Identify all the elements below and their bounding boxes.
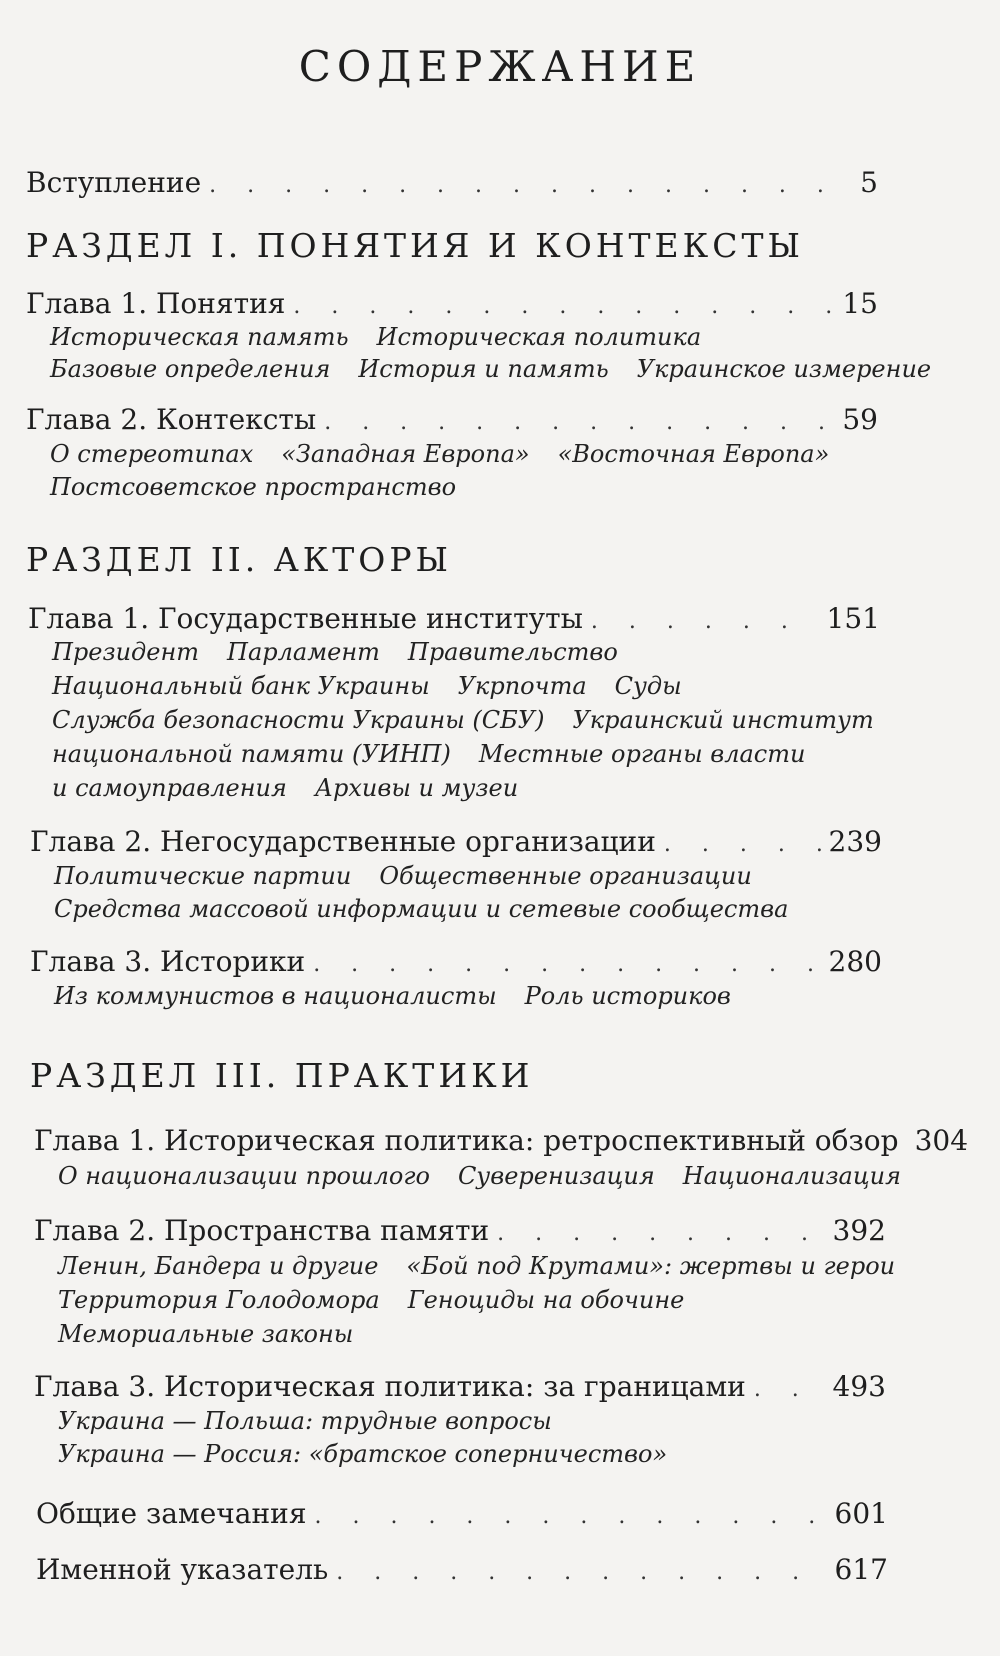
subtopic: Национализация [682,1162,901,1190]
subtopic: Средства массовой информации и сетевые сообщества [54,895,789,923]
section-heading: РАЗДЕЛ III. ПРАКТИКИ [30,1056,534,1095]
subtopics-line [58,1162,929,1190]
leader-dots [209,173,852,198]
subtopics-line [58,1407,580,1435]
entry-label: Именной указатель [36,1553,329,1586]
page-number: 5 [860,166,878,199]
subtopic: национальной памяти (УИНП) [52,740,451,768]
subtopics-line [52,672,710,700]
toc-entry[interactable] [26,287,878,320]
subtopic: Парламент [227,638,380,666]
section-heading: РАЗДЕЛ II. АКТОРЫ [26,540,453,579]
subtopics-line [52,774,546,802]
subtopic: Из коммунистов в националисты [54,982,497,1010]
toc-entry[interactable] [28,602,880,635]
subtopic: О национализации прошлого [58,1162,430,1190]
subtopics-line [54,862,780,890]
subtopic: Национальный банк Украины [52,672,430,700]
toc-entry[interactable] [36,1497,888,1530]
subtopic: Общественные организации [379,862,752,890]
subtopics-line [52,638,646,666]
entry-label: Общие замечания [36,1497,307,1530]
subtopics-line [50,440,857,468]
subtopic: Служба безопасности Украины (СБУ) [52,706,545,734]
subtopic: Укрпочта [457,672,587,700]
page-title: СОДЕРЖАНИЕ [298,42,702,91]
toc-entry[interactable] [34,1124,969,1157]
subtopic: Архивы и музеи [314,774,519,802]
subtopic: Суды [614,672,682,700]
subtopic: Суверенизация [457,1162,655,1190]
subtopic: Украина — Россия: «братское соперничество» [58,1440,668,1468]
subtopic: Историческая память [50,323,349,351]
entry-label: Глава 1. Историческая политика: ретроспективный обзор [34,1124,899,1157]
subtopic: «Бой под Крутами»: жертвы и герои [406,1252,896,1280]
entry-label: Глава 2. Пространства памяти [34,1214,490,1247]
section-heading: РАЗДЕЛ I. ПОНЯТИЯ И КОНТЕКСТЫ [26,226,804,265]
entry-label: Глава 1. Государственные институты [28,602,583,635]
leader-dots [313,952,820,977]
subtopic: Ленин, Бандера и другие [58,1252,379,1280]
leader-dots [324,410,834,435]
subtopics-line [50,473,484,501]
subtopic: Постсоветское пространство [50,473,457,501]
subtopic: Местные органы власти [478,740,806,768]
entry-label: Глава 3. Историки [30,945,306,978]
page-number: 601 [834,1497,888,1530]
entry-label: Глава 2. Негосударственные организации [30,825,656,858]
subtopics-line [50,323,729,351]
entry-label: Вступление [26,166,202,199]
leader-dots [664,832,821,857]
page-number: 151 [826,602,880,635]
leader-dots [591,609,819,634]
leader-dots [293,294,834,319]
subtopic: «Западная Европа» [281,440,530,468]
entry-label: Глава 1. Понятия [26,287,286,320]
entry-label: Глава 2. Контексты [26,403,317,436]
subtopics-line [54,982,759,1010]
subtopic: и самоуправления [52,774,287,802]
page-number: 280 [828,945,882,978]
subtopic: Политические партии [54,862,352,890]
subtopic: Президент [52,638,200,666]
subtopics-line [58,1252,923,1280]
subtopics-line [58,1440,695,1468]
subtopic: История и память [358,355,609,383]
subtopic: Правительство [407,638,618,666]
page-number: 59 [842,403,878,436]
page-number: 304 [914,1124,969,1157]
subtopic: «Восточная Европа» [557,440,830,468]
toc-entry[interactable] [34,1370,886,1403]
subtopics-line [52,740,833,768]
subtopic: Украина — Польша: трудные вопросы [58,1407,552,1435]
toc-entry[interactable] [36,1553,888,1586]
subtopic: Роль историков [524,982,731,1010]
leader-dots [314,1504,826,1529]
toc-entry[interactable] [30,945,882,978]
toc-entry-intro[interactable] [26,166,878,199]
subtopic: Историческая политика [376,323,702,351]
toc-entry[interactable] [34,1214,886,1247]
subtopics-line [50,355,959,383]
subtopics-line [52,706,902,734]
subtopic: Мемориальные законы [58,1320,354,1348]
subtopic: Территория Голодомора [58,1286,380,1314]
toc-entry[interactable] [30,825,882,858]
subtopics-line [58,1320,381,1348]
page-number: 239 [828,825,882,858]
entry-label: Глава 3. Историческая политика: за границами [34,1370,746,1403]
subtopic: О стереотипах [50,440,254,468]
subtopics-line [58,1286,712,1314]
subtopic: Украинское измерение [636,355,932,383]
subtopic: Украинский институт [572,706,874,734]
subtopics-line [54,895,816,923]
page-number: 392 [832,1214,886,1247]
subtopic: Базовые определения [50,355,331,383]
page-number: 617 [834,1553,888,1586]
page-number: 15 [842,287,878,320]
leader-dots [497,1221,824,1246]
subtopic: Геноциды на обочине [407,1286,685,1314]
leader-dots [754,1377,825,1402]
toc-entry[interactable] [26,403,878,436]
leader-dots [336,1560,826,1585]
page-number: 493 [832,1370,886,1403]
